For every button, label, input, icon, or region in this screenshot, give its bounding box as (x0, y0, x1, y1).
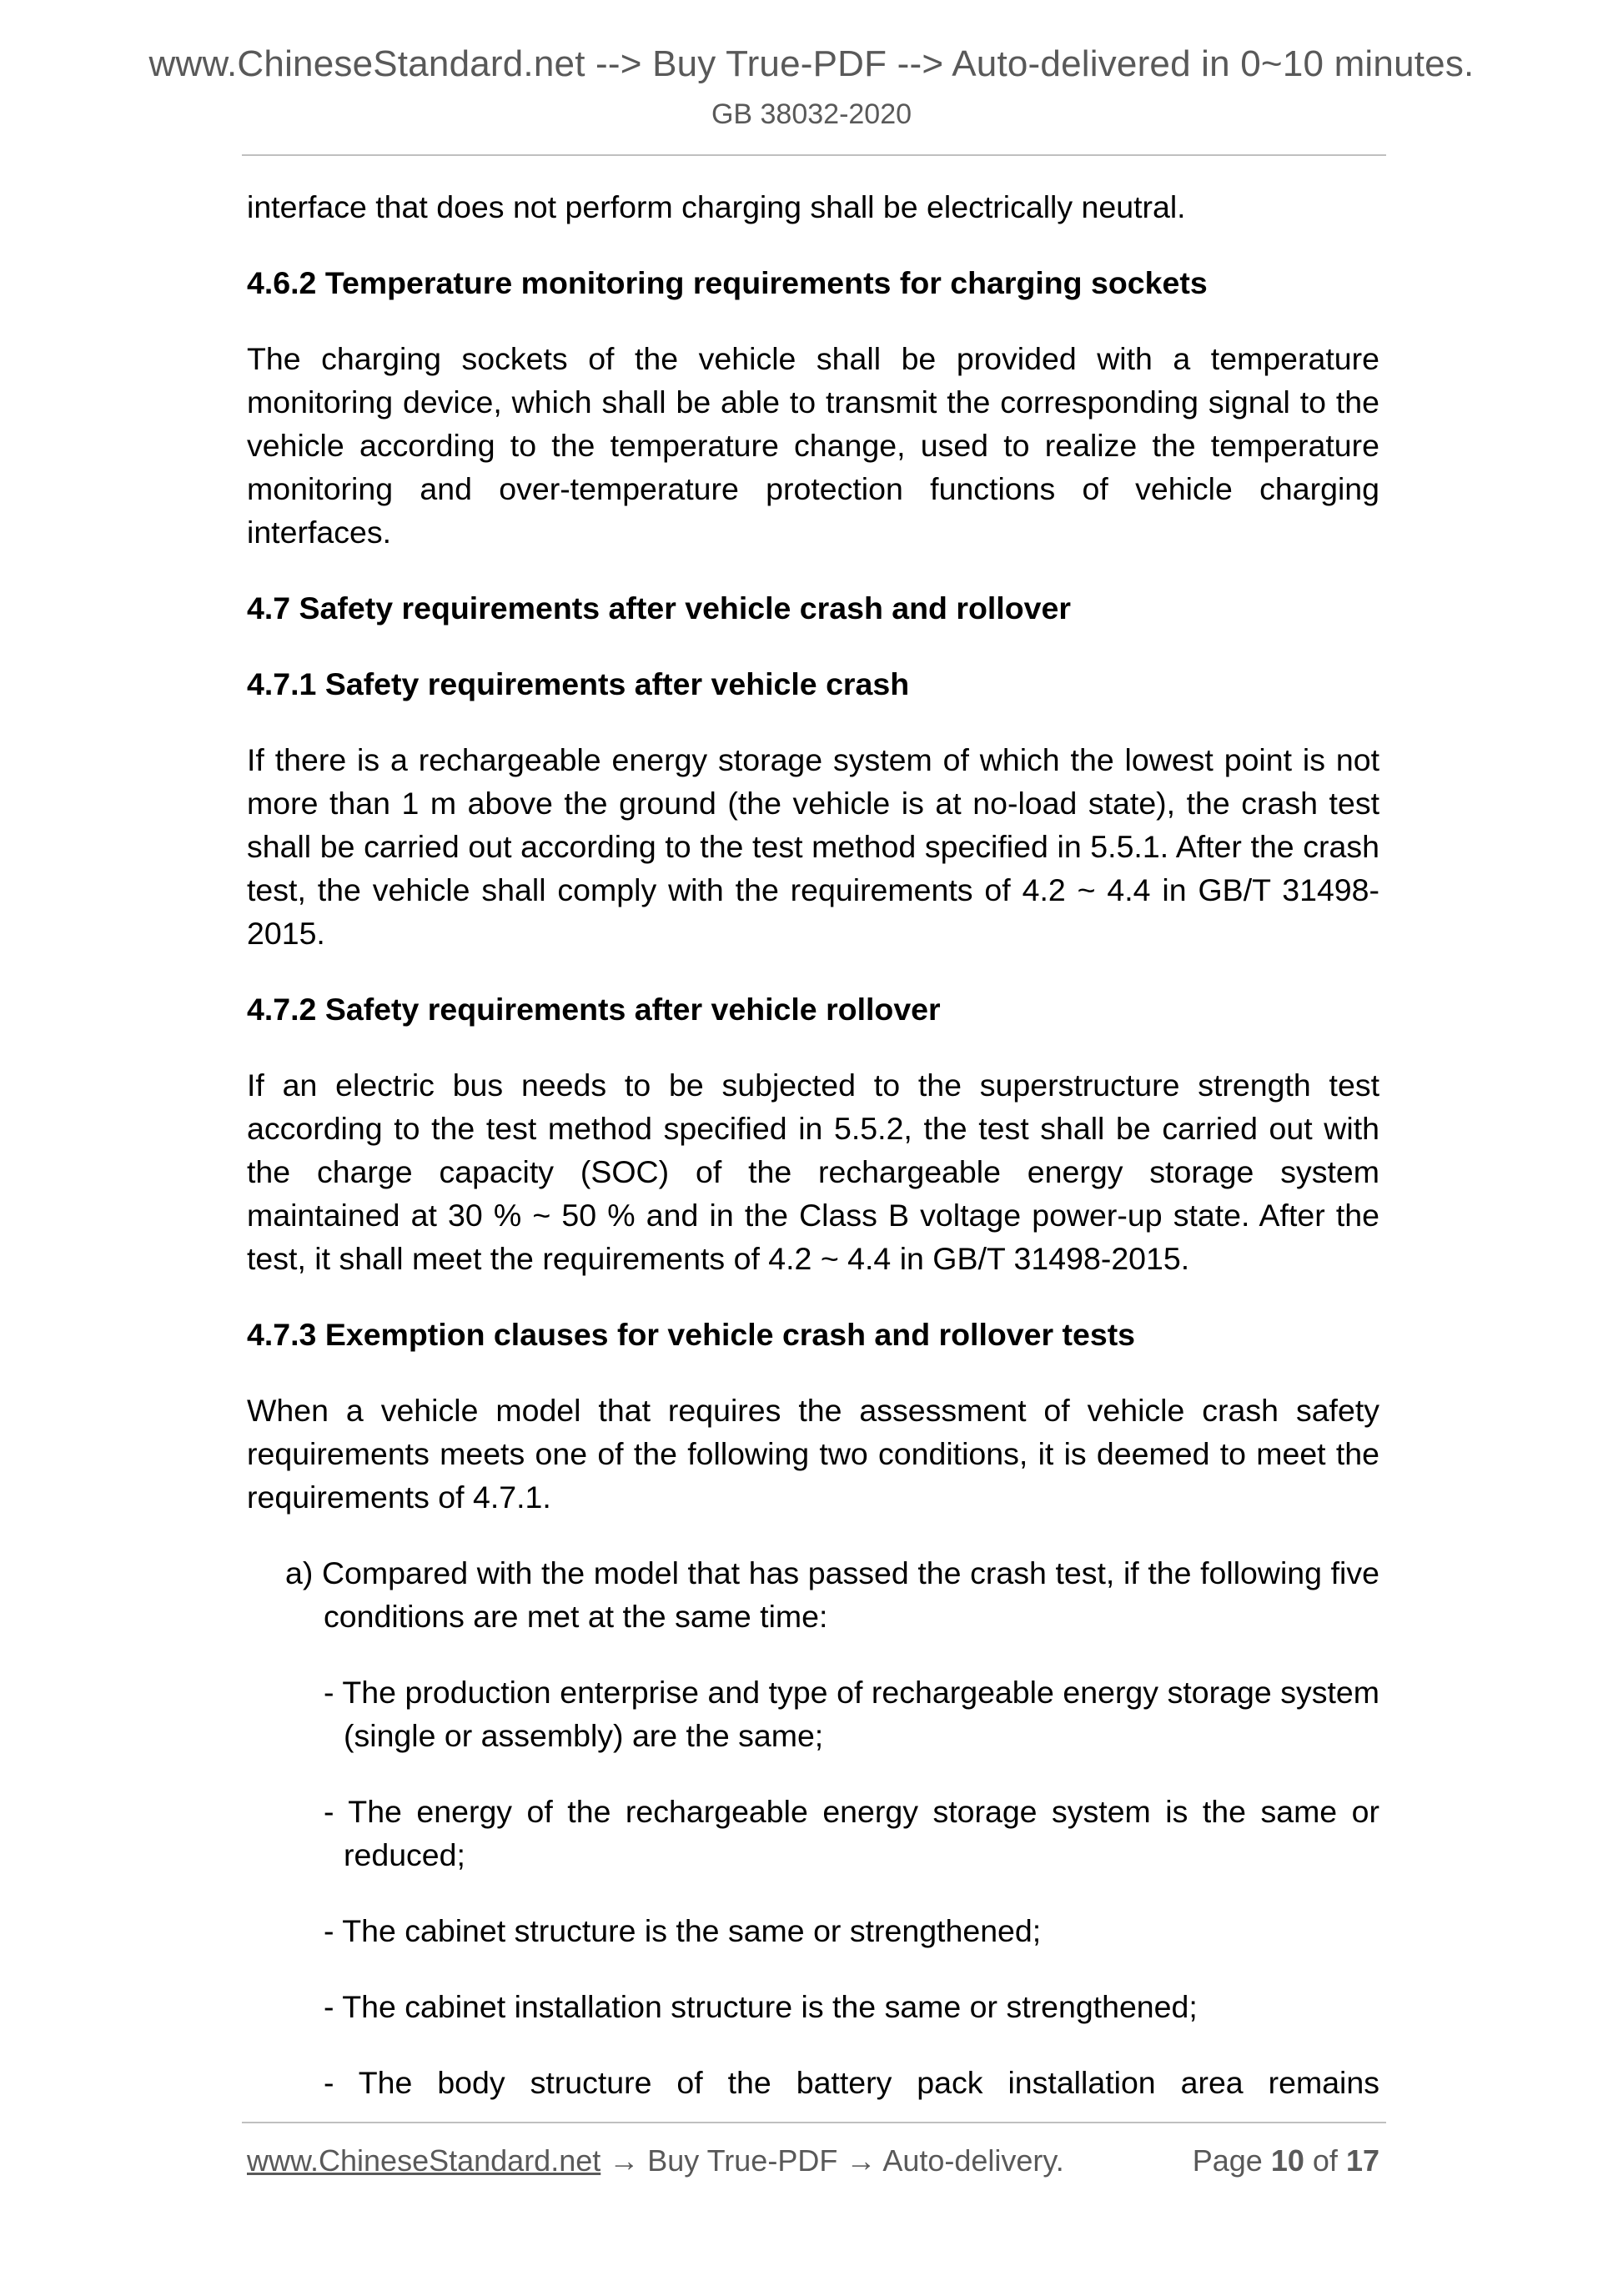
footer-links-text: → Buy True-PDF → Auto-delivery. (600, 2143, 1064, 2178)
list-item-dash: - The body structure of the battery pack installation area remains (324, 2065, 1379, 2100)
list-item-dash: - The cabinet installation structure is the same or strengthened; (324, 1989, 1198, 2024)
heading-4-7-3: 4.7.3 Exemption clauses for vehicle crash and rollover tests (247, 1317, 1136, 1352)
document-body (247, 185, 1379, 2104)
heading-4-7-1: 4.7.1 Safety requirements after vehicle crash (247, 666, 910, 701)
paragraph-4-7-2: If an electric bus needs to be subjected to the superstructure strength test according to the test method specified in 5.5.2, the test shall be carried out with the charge capacity (SOC) of the rechargeable energy storage system maintained at 30 % ~ 50 % and in the Class B voltage power-up state. After the test, it shall meet the requirements of 4.2 ~ 4.4 in GB/T 31498-2015. (247, 1068, 1379, 1276)
paragraph-4-7-3: When a vehicle model that requires the assessment of vehicle crash safety requirements meets one of the following two conditions, it is deemed to meet the requirements of 4.7.1. (247, 1393, 1379, 1515)
page-footer (247, 2143, 1379, 2185)
page-number: 10 (1270, 2143, 1304, 2178)
header-banner: www.ChineseStandard.net --> Buy True-PDF --> Auto-delivered in 0~10 minutes. (148, 43, 1475, 84)
heading-4-6-2: 4.6.2 Temperature monitoring requirements for charging sockets (247, 265, 1208, 300)
footer-site-link[interactable]: www.ChineseStandard.net (247, 2143, 601, 2178)
page-label: Page (1192, 2143, 1263, 2178)
list-item-dash: - The cabinet structure is the same or strengthened; (324, 1913, 1042, 1948)
standard-code: GB 38032-2020 (711, 98, 912, 130)
page-indicator (1193, 2143, 1379, 2178)
header-divider (242, 154, 1386, 156)
page-total: 17 (1345, 2143, 1379, 2178)
list-item-dash: - The production enterprise and type of rechargeable energy storage system (single or assembly) are the same; (324, 1675, 1379, 1753)
paragraph-4-6-2: The charging sockets of the vehicle shall be provided with a temperature monitoring device, which shall be able to transmit the corresponding signal to the vehicle according to the temperature change, used to realize the temperature monitoring and over-temperature protection functions of vehicle charging interfaces. (247, 341, 1379, 550)
paragraph-4-7-1: If there is a rechargeable energy storage system of which the lowest point is not more than 1 m above the ground (the vehicle is at no-load state), the crash test shall be carried out according to the test method specified in 5.5.1. After the crash test, the vehicle shall comply with the requirements of 4.2 ~ 4.4 in GB/T 31498-2015. (247, 742, 1379, 951)
paragraph-continuation: interface that does not perform charging shall be electrically neutral. (247, 189, 1186, 224)
list-item-a: a) Compared with the model that has passed the crash test, if the following five conditions are met at the same time: (285, 1555, 1379, 1634)
of-label: of (1312, 2143, 1338, 2178)
footer-divider (242, 2122, 1386, 2123)
heading-4-7-2: 4.7.2 Safety requirements after vehicle rollover (247, 992, 941, 1027)
footer-links (247, 2143, 1064, 2178)
heading-4-7: 4.7 Safety requirements after vehicle crash and rollover (247, 590, 1071, 625)
list-item-dash: - The energy of the rechargeable energy storage system is the same or reduced; (324, 1794, 1379, 1872)
